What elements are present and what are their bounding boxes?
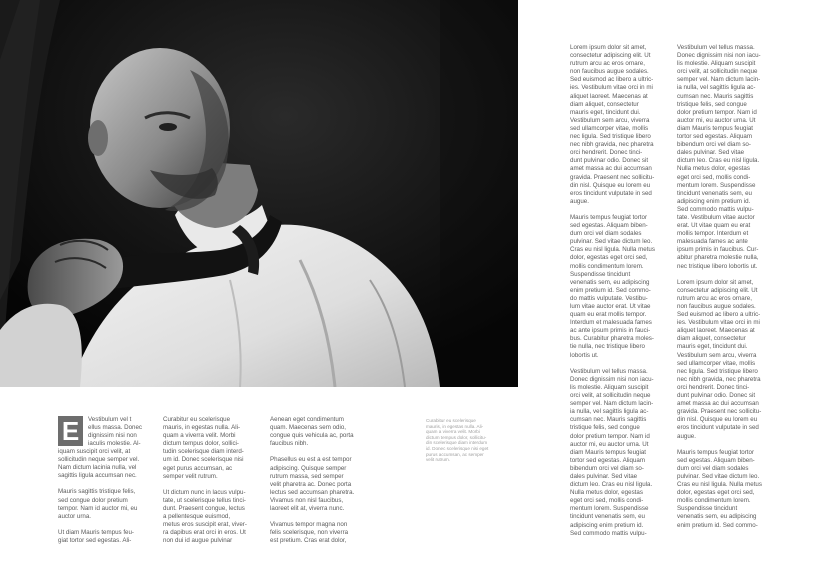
bottom-col-3: Aenean eget condimentum quam. Maecenas sem odio, congue quis vehicula ac, porta faucibus nibh. Phasellus eu est a est tempor adipiscing. Quisque semper rutrum massa, sed semper velit pharetra ac. Donec porta lectus sed accumsan pharetra. Vivamus non nisl faucibus, laoreet elit at, viverra nunc. Vivamus tempor magna non felis scelerisque, non viverra est pretium. Cras erat dolor,	[270, 416, 355, 545]
drop-cap: E	[58, 416, 83, 446]
right-col-a: Lorem ipsum dolor sit amet, consectetur adipiscing elit. Ut rutrum arcu ac eros ornare, non faucibus augue sodales. Sed euismod ac libero a ultric- ies. Vestibulum vitae orci in mi aliquet laoreet. Maecenas at diam aliquet, consectetur mauris eget, tincidunt dui. Vestibulum sem arcu, viverra sed ullamcorper vitae, mollis nec ligula. Sed tristique libero nec nibh gravida, nec pharetra orci hendrerit. Donec tinci- dunt pulvinar odio. Donec sit amet massa ac dui accumsan gravida. Praesent nec sollicitu- din nisl. Quisque eu lorem eu eros tincidunt vulputate in sed augue. Mauris tempus feugiat tortor sed egestas. Aliquam biben- dum orci vel diam sodales pulvinar. Sed vitae dictum leo. Cras eu nisl ligula. Nulla metus dolor, egestas eget orci sed, mollis condimentum lorem. Suspendisse tincidunt venenatis sem, eu adipiscing enim pretium id. Sed commo- do mattis vulputate. Vestibu- lum vitae auctor erat. Ut vitae quam eu erat mollis tempor. Interdum et malesuada fames ac ante ipsum primis in fauci- bus. Curabitur pharetra moles- tie nulla, nec tristique libero lobortis ut. Vestibulum vel tellus massa. Donec dignissim nisi non iacu- lis molestie. Aliquam suscipit orci velit, at sollicitudin neque semper vel. Nam dictum lacin- ia nulla, vel sagittis ligula ac- cumsan nec. Mauris sagittis tristique felis, sed congue dolor pretium tempor. Nam id auctor mi, eu auctor urna. Ut diam Mauris tempus feugiat tortor sed egestas. Aliquam bibendum orci vel diam so- dales pulvinar. Sed vitae dictum leo. Cras eu nisl ligula. Nulla metus dolor, egestas eget orci sed, mollis condi- mentum lorem. Suspendisse tincidunt venenatis sem, eu adipiscing enim pretium id. Sed commodo mattis vulpu-	[570, 44, 655, 537]
photo-caption: Curabitur eu scelerisque mauris, in egestas nulla. Ali- quam a viverra velit. Morbi dictum tempus dolor, sollicitu- din scelerisque diam interdum id. Donec scelerisque nisi eget purus accumsan, ac semper velit rutrum.	[426, 418, 489, 463]
right-col-b: Vestibulum vel tellus massa. Donec dignissim nisi non iacu- lis molestie. Aliquam suscipit orci velit, at sollicitudin neque semper vel. Nam dictum lacin- ia nulla, vel sagittis ligula ac- cumsan nec. Mauris sagittis tristique felis, sed congue dolor pretium tempor. Nam id auctor mi, eu auctor urna. Ut diam Mauris tempus feugiat tortor sed egestas. Aliquam bibendum orci vel diam so- dales pulvinar. Sed vitae dictum leo. Cras eu nisl ligula. Nulla metus dolor, egestas eget orci sed, mollis condi- mentum lorem. Suspendisse tincidunt venenatis sem, eu adipiscing enim pretium id. Sed commodo mattis vulpu- tate. Vestibulum vitae auctor erat. Ut vitae quam eu erat mollis tempor. Interdum et malesuada fames ac ante ipsum primis in faucibus. Cur- abitur pharetra molestie nulla, nec tristique libero lobortis ut. Lorem ipsum dolor sit amet, consectetur adipiscing elit. Ut rutrum arcu ac eros ornare, non faucibus augue sodales. Sed euismod ac libero a ultric- ies. Vestibulum vitae orci in mi aliquet laoreet. Maecenas at diam aliquet, consectetur mauris eget, tincidunt dui. Vestibulum sem arcu, viverra sed ullamcorper vitae, mollis nec ligula. Sed tristique libero nec nibh gravida, nec pharetra orci hendrerit. Donec tinci- dunt pulvinar odio. Donec sit amet massa ac dui accumsan gravida. Praesent nec sollicitu- din nisl. Quisque eu lorem eu eros tincidunt vulputate in sed augue. Mauris tempus feugiat tortor sed egestas. Aliquam biben- dum orci vel diam sodales pulvinar. Sed vitae dictum leo. Cras eu nisl ligula. Nulla metus dolor, egestas eget orci sed, mollis condimentum lorem. Suspendisse tincidunt venenatis sem, eu adipiscing enim pretium id. Sed commo-	[677, 44, 762, 529]
portrait-illustration	[0, 0, 518, 387]
bottom-col-1-rest: iquam suscipit orci velit, at sollicitudin neque semper vel. Nam dictum lacinia nulla, vel sagittis ligula accumsan nec. Mauris sagittis tristique felis, sed congue dolor pretium tempor. Nam id auctor mi, eu auctor urna. Ut diam Mauris tempus feu- giat tortor sed egestas. Ali-	[58, 448, 140, 545]
bottom-col-2: Curabitur eu scelerisque mauris, in egestas nulla. Ali- quam a viverra velit. Morbi dictum tempus dolor, sollici- tudin scelerisque diam interd- um id. Donec scelerisque nisi eget purus accumsan, ac semper velit rutrum. Ut dictum nunc in lacus vulpu- tate, ut scelerisque tellus tinci- dunt. Praesent congue, lectus a pellentesque euismod, metus eros suscipit erat, viver- ra dapibus erat orci in eros. Ut non dui id augue pulvinar	[163, 416, 247, 545]
portrait-photo	[0, 0, 518, 387]
bottom-col-1-lead: Vestibulum vel t ellus massa. Donec dignissim nisi non iaculis molestie. Al-	[88, 416, 142, 448]
